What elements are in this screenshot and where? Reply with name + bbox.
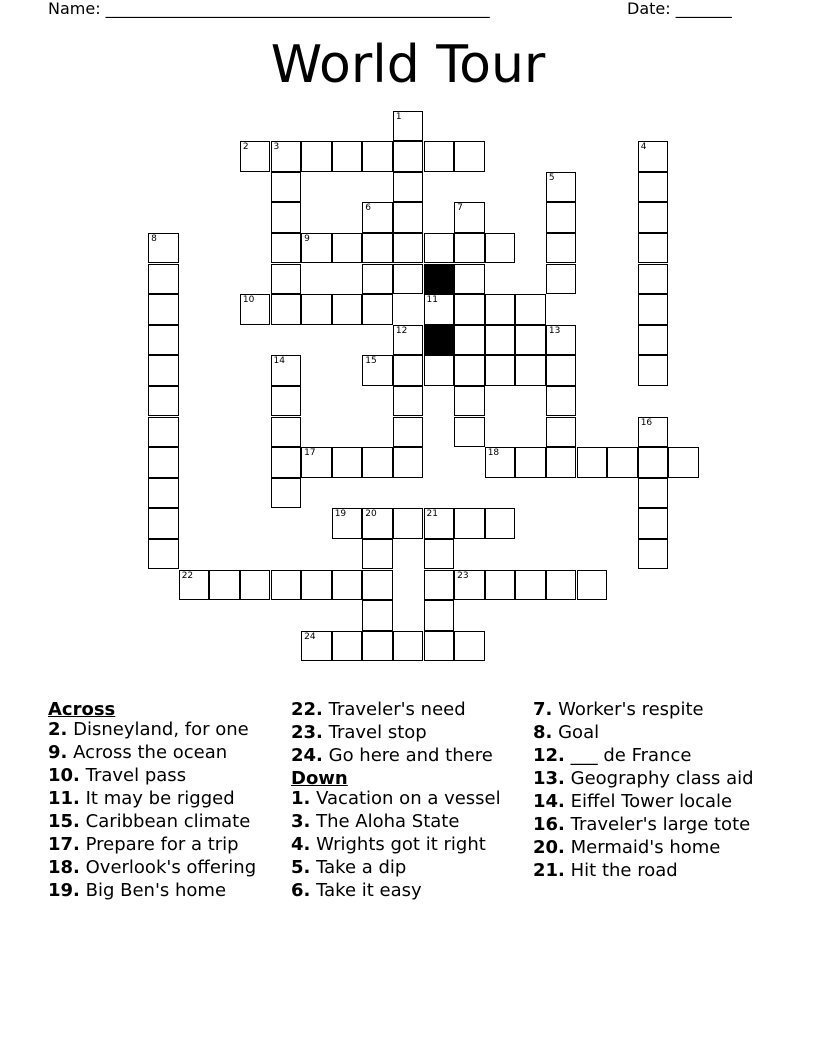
- page-title: World Tour: [270, 35, 546, 95]
- crossword-black-cell: [424, 264, 455, 295]
- clue-number: 7.: [533, 699, 553, 720]
- clue-number: 8.: [533, 722, 553, 743]
- clue-text: Wrights got it right: [316, 834, 486, 855]
- clue-number-label: 7: [457, 203, 463, 214]
- clue-number-label: 21: [426, 509, 438, 520]
- clue-text: Traveler's large tote: [570, 814, 751, 835]
- crossword-cell: [301, 631, 332, 662]
- down-clue: [291, 881, 516, 901]
- clue-number-label: 24: [304, 631, 316, 642]
- clue-number-label: 1: [395, 111, 402, 122]
- crossword-cell: [546, 570, 577, 601]
- clue-number: 1.: [291, 788, 311, 809]
- clue-column-1: [48, 700, 273, 904]
- crossword-cell: [577, 570, 608, 601]
- clue-text: Go here and there: [328, 745, 493, 766]
- crossword-cell: [424, 539, 455, 570]
- crossword-cell: [332, 447, 363, 478]
- crossword-cell: [362, 264, 393, 295]
- down-clue: [533, 815, 763, 835]
- crossword-cell: [271, 570, 302, 601]
- crossword-cell: [485, 508, 516, 539]
- clue-number: 23.: [291, 722, 323, 743]
- crossword-cell: [362, 202, 393, 233]
- crossword-cell: [454, 570, 485, 601]
- clue-number: 15.: [48, 811, 80, 832]
- crossword-cell: [332, 508, 363, 539]
- crossword-cell: [393, 508, 424, 539]
- crossword-cell: [332, 570, 363, 601]
- crossword-cell: [271, 233, 302, 264]
- crossword-cell: [362, 631, 393, 662]
- crossword-cell: [515, 447, 546, 478]
- across-clue: [48, 720, 273, 740]
- crossword-cell: [546, 233, 577, 264]
- down-clue: [291, 858, 516, 878]
- crossword-cell: [485, 294, 516, 325]
- crossword-cell: [638, 325, 669, 356]
- crossword-cell: [362, 600, 393, 631]
- crossword-cell: [240, 141, 271, 172]
- clue-number-label: 17: [304, 448, 316, 459]
- clue-number-label: 8: [151, 233, 157, 244]
- down-clue: [533, 746, 763, 766]
- crossword-cell: [454, 141, 485, 172]
- across-clue: [291, 723, 516, 743]
- crossword-cell: [393, 141, 424, 172]
- crossword-cell: [148, 417, 179, 448]
- crossword-cell: [454, 264, 485, 295]
- clue-number: 19.: [48, 880, 80, 901]
- crossword-cell: [668, 447, 699, 478]
- clue-number: 13.: [533, 768, 565, 789]
- crossword-cell: [485, 447, 516, 478]
- clue-number-label: 5: [548, 172, 555, 183]
- across-clue: [48, 835, 273, 855]
- across-clue: [48, 743, 273, 763]
- crossword-cell: [638, 202, 669, 233]
- crossword-cell: [546, 325, 577, 356]
- down-heading: Down: [291, 768, 348, 789]
- crossword-cell: [638, 264, 669, 295]
- clue-text: Big Ben's home: [85, 880, 227, 901]
- clue-number-label: 11: [426, 295, 438, 306]
- clue-text: Vacation on a vessel: [316, 788, 501, 809]
- clue-text: Take a dip: [316, 857, 407, 878]
- crossword-cell: [179, 570, 210, 601]
- crossword-cell: [362, 355, 393, 386]
- clue-number: 14.: [533, 791, 565, 812]
- clue-text: Worker's respite: [558, 699, 704, 720]
- clue-number: 21.: [533, 860, 565, 881]
- crossword-cell: [148, 233, 179, 264]
- crossword-cell: [362, 141, 393, 172]
- crossword-cell: [271, 141, 302, 172]
- crossword-cell: [546, 386, 577, 417]
- crossword-cell: [424, 570, 455, 601]
- clue-number-label: 3: [273, 142, 280, 153]
- crossword-cell: [271, 294, 302, 325]
- clue-number: 10.: [48, 765, 80, 786]
- crossword-cell: [393, 264, 424, 295]
- clue-number: 3.: [291, 811, 311, 832]
- crossword-cell: [393, 233, 424, 264]
- crossword-cell: [271, 417, 302, 448]
- crossword-cell: [424, 355, 455, 386]
- crossword-cell: [577, 447, 608, 478]
- down-clue: [291, 789, 516, 809]
- clue-number-label: 13: [548, 325, 561, 336]
- crossword-cell: [454, 386, 485, 417]
- down-clue: [533, 861, 763, 881]
- across-clue: [291, 746, 516, 766]
- name-field-label: Name: ________________________________________________: [48, 0, 490, 18]
- crossword-cell: [424, 294, 455, 325]
- clue-number-label: 10: [242, 295, 255, 306]
- crossword-cell: [515, 355, 546, 386]
- clue-number-label: 20: [365, 509, 377, 520]
- crossword-cell: [424, 508, 455, 539]
- crossword-cell: [393, 631, 424, 662]
- crossword-cell: [301, 294, 332, 325]
- crossword-cell: [485, 325, 516, 356]
- crossword-cell: [393, 202, 424, 233]
- crossword-cell: [424, 233, 455, 264]
- crossword-cell: [240, 294, 271, 325]
- crossword-cell: [638, 141, 669, 172]
- clue-text: Geography class aid: [570, 768, 754, 789]
- clue-number-label: 14: [273, 356, 285, 367]
- crossword-cell: [638, 355, 669, 386]
- crossword-cell: [148, 539, 179, 570]
- clue-text: Travel pass: [85, 765, 187, 786]
- crossword-cell: [271, 355, 302, 386]
- crossword-cell: [515, 325, 546, 356]
- clue-number-label: 6: [365, 203, 372, 214]
- clue-number: 9.: [48, 742, 68, 763]
- date-field-label: Date: _______: [627, 0, 732, 18]
- crossword-cell: [546, 264, 577, 295]
- crossword-cell: [332, 294, 363, 325]
- crossword-cell: [546, 355, 577, 386]
- down-clue: [291, 835, 516, 855]
- crossword-cell: [271, 172, 302, 203]
- clue-number: 4.: [291, 834, 311, 855]
- across-heading: Across: [48, 699, 116, 720]
- crossword-cell: [271, 264, 302, 295]
- clue-number: 6.: [291, 880, 311, 901]
- clue-number: 18.: [48, 857, 80, 878]
- clue-number-label: 2: [242, 142, 249, 153]
- crossword-cell: [240, 570, 271, 601]
- clue-number-label: 15: [365, 356, 377, 367]
- clue-text: Across the ocean: [73, 742, 228, 763]
- clue-text: ___ de France: [570, 745, 692, 766]
- across-clue: [48, 881, 273, 901]
- clue-number: 16.: [533, 814, 565, 835]
- clue-number-label: 9: [304, 233, 310, 244]
- crossword-cell: [301, 447, 332, 478]
- crossword-cell: [424, 325, 455, 356]
- crossword-cell: [454, 631, 485, 662]
- crossword-cell: [454, 294, 485, 325]
- clue-text: Travel stop: [328, 722, 427, 743]
- clue-number: 22.: [291, 699, 323, 720]
- crossword-cell: [271, 478, 302, 509]
- crossword-cell: [393, 447, 424, 478]
- crossword-cell: [148, 386, 179, 417]
- clue-number-label: 22: [181, 570, 194, 581]
- crossword-cell: [515, 570, 546, 601]
- crossword-cell: [393, 386, 424, 417]
- crossword-cell: [485, 233, 516, 264]
- clue-number: 24.: [291, 745, 323, 766]
- crossword-cell: [454, 233, 485, 264]
- crossword-cell: [424, 600, 455, 631]
- crossword-cell: [393, 325, 424, 356]
- down-clue: [533, 838, 763, 858]
- down-clue: [533, 792, 763, 812]
- crossword-cell: [362, 294, 393, 325]
- crossword-cell: [148, 325, 179, 356]
- clue-number-label: 23: [457, 570, 469, 581]
- clue-text: Overlook's offering: [85, 857, 257, 878]
- crossword-cell: [332, 141, 363, 172]
- crossword-cell: [362, 447, 393, 478]
- across-clue: [48, 766, 273, 786]
- crossword-cell: [638, 478, 669, 509]
- crossword-cell: [485, 355, 516, 386]
- crossword-cell: [424, 141, 455, 172]
- crossword-cell: [454, 355, 485, 386]
- clue-text: It may be rigged: [85, 788, 235, 809]
- clue-number: 20.: [533, 837, 565, 858]
- clue-text: Prepare for a trip: [85, 834, 239, 855]
- crossword-cell: [424, 631, 455, 662]
- crossword-cell: [638, 172, 669, 203]
- crossword-cell: [546, 417, 577, 448]
- crossword-cell: [271, 386, 302, 417]
- crossword-cell: [148, 508, 179, 539]
- clue-text: The Aloha State: [316, 811, 460, 832]
- crossword-cell: [209, 570, 240, 601]
- crossword-cell: [362, 570, 393, 601]
- crossword-cell: [454, 508, 485, 539]
- clue-number-label: 16: [640, 417, 653, 428]
- clue-number-label: 18: [487, 448, 500, 459]
- clue-number: 11.: [48, 788, 80, 809]
- crossword-cell: [301, 570, 332, 601]
- crossword-cell: [638, 233, 669, 264]
- clue-number: 12.: [533, 745, 565, 766]
- crossword-cell: [148, 264, 179, 295]
- crossword-cell: [301, 233, 332, 264]
- clue-text: Traveler's need: [328, 699, 466, 720]
- crossword-cell: [393, 355, 424, 386]
- clue-text: Caribbean climate: [85, 811, 251, 832]
- crossword-cell: [271, 202, 302, 233]
- crossword-cell: [148, 294, 179, 325]
- down-clue: [533, 700, 763, 720]
- crossword-cell: [271, 447, 302, 478]
- crossword-cell: [362, 233, 393, 264]
- down-clue: [291, 812, 516, 832]
- crossword-cell: [332, 631, 363, 662]
- across-clue: [291, 700, 516, 720]
- crossword-cell: [454, 417, 485, 448]
- crossword-cell: [393, 111, 424, 142]
- across-clue: [48, 789, 273, 809]
- crossword-cell: [485, 570, 516, 601]
- crossword-cell: [638, 294, 669, 325]
- crossword-cell: [515, 294, 546, 325]
- crossword-cell: [546, 172, 577, 203]
- clue-number: 17.: [48, 834, 80, 855]
- crossword-cell: [546, 447, 577, 478]
- across-clue: [48, 812, 273, 832]
- clue-text: Hit the road: [570, 860, 678, 881]
- crossword-cell: [607, 447, 638, 478]
- crossword-cell: [332, 233, 363, 264]
- crossword-cell: [148, 478, 179, 509]
- clue-number: 2.: [48, 719, 68, 740]
- crossword-cell: [638, 447, 669, 478]
- crossword-cell: [638, 508, 669, 539]
- clue-column-3: [533, 700, 763, 884]
- clue-number: 5.: [291, 857, 311, 878]
- clue-column-2: [291, 700, 516, 904]
- across-clue: [48, 858, 273, 878]
- clue-text: Take it easy: [316, 880, 422, 901]
- crossword-cell: [393, 172, 424, 203]
- crossword-cell: [638, 417, 669, 448]
- crossword-cell: [362, 508, 393, 539]
- crossword-cell: [301, 141, 332, 172]
- clue-text: Goal: [558, 722, 600, 743]
- clue-number-label: 4: [640, 142, 647, 153]
- down-clue: [533, 769, 763, 789]
- crossword-cell: [546, 202, 577, 233]
- clue-text: Disneyland, for one: [73, 719, 249, 740]
- crossword-cell: [148, 447, 179, 478]
- crossword-cell: [454, 202, 485, 233]
- crossword-cell: [362, 539, 393, 570]
- clue-number-label: 19: [334, 509, 347, 520]
- clue-text: Eiffel Tower locale: [570, 791, 733, 812]
- clue-number-label: 12: [395, 325, 408, 336]
- crossword-cell: [393, 417, 424, 448]
- crossword-cell: [148, 355, 179, 386]
- crossword-cell: [638, 539, 669, 570]
- clue-text: Mermaid's home: [570, 837, 721, 858]
- crossword-cell: [454, 325, 485, 356]
- down-clue: [533, 723, 763, 743]
